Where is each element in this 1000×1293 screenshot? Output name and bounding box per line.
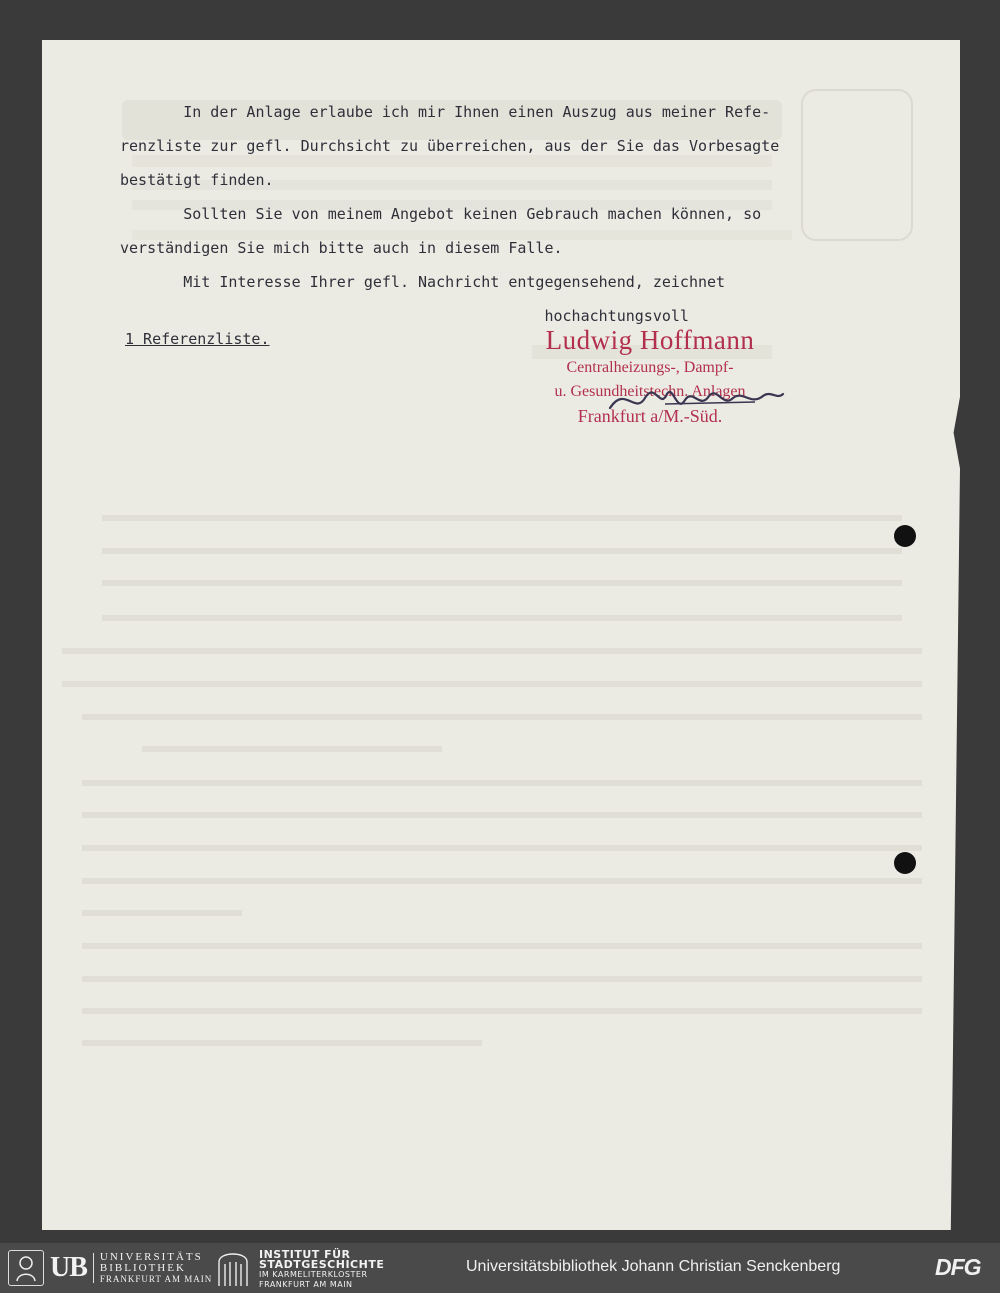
portrait-emblem-icon [8, 1250, 44, 1286]
ub-separator [93, 1253, 94, 1283]
isg-line-4: FRANKFURT AM MAIN [259, 1280, 353, 1289]
isg-line-2: STADTGESCHICHTE [259, 1258, 385, 1271]
punch-hole-bottom [894, 852, 916, 874]
letter-line: Sollten Sie von meinem Angebot keinen Gebrauch machen können, so [120, 205, 762, 223]
building-icon [215, 1252, 251, 1288]
letter-line: verständigen Sie mich bitte auch in diesem Falle. [120, 239, 563, 257]
isg-wordmark [259, 1250, 384, 1290]
ub-letters: UB [50, 1252, 87, 1283]
isg-logo[interactable] [215, 1250, 384, 1290]
ub-wordmark [100, 1252, 212, 1285]
closing-line: hochachtungsvoll [120, 307, 689, 325]
isg-line-1: INSTITUT FÜR [259, 1248, 351, 1261]
stamp-company-name: Ludwig Hoffmann [545, 325, 755, 355]
punch-hole-top [894, 525, 916, 547]
footer-bar [0, 1243, 1000, 1293]
letter-line: In der Anlage erlaube ich mir Ihnen einen Auszug aus meiner Refe- [120, 103, 771, 121]
enclosure-note: 1 Referenzliste. [125, 330, 270, 348]
footer-title[interactable]: Universitätsbibliothek Johann Christian Senckenberg [466, 1258, 841, 1275]
stamp-city: Frankfurt a/M.-Süd. [577, 406, 723, 426]
stamp-line-2: u. Gesundheitstechn. Anlagen [554, 383, 746, 400]
handwritten-signature [605, 380, 785, 420]
letter-line: renzliste zur gefl. Durchsicht zu überreichen, aus der Sie das Vorbesagte [120, 137, 780, 155]
ub-word-1: UNIVERSITÄTS [99, 1250, 203, 1263]
letter-line: Mit Interesse Ihrer gefl. Nachricht entgegensehend, zeichnet [120, 273, 726, 291]
ub-word-3: FRANKFURT AM MAIN [99, 1273, 213, 1284]
letter-body [120, 95, 900, 333]
stamp-line-1: Centralheizungs-, Dampf- [566, 359, 734, 376]
isg-line-3: IM KARMELITERKLOSTER [259, 1270, 368, 1279]
dfg-logo[interactable]: DFG [935, 1254, 981, 1280]
letter-line: bestätigt finden. [120, 171, 274, 189]
ub-logo[interactable] [8, 1251, 212, 1285]
ub-word-2: BIBLIOTHEK [99, 1261, 186, 1274]
